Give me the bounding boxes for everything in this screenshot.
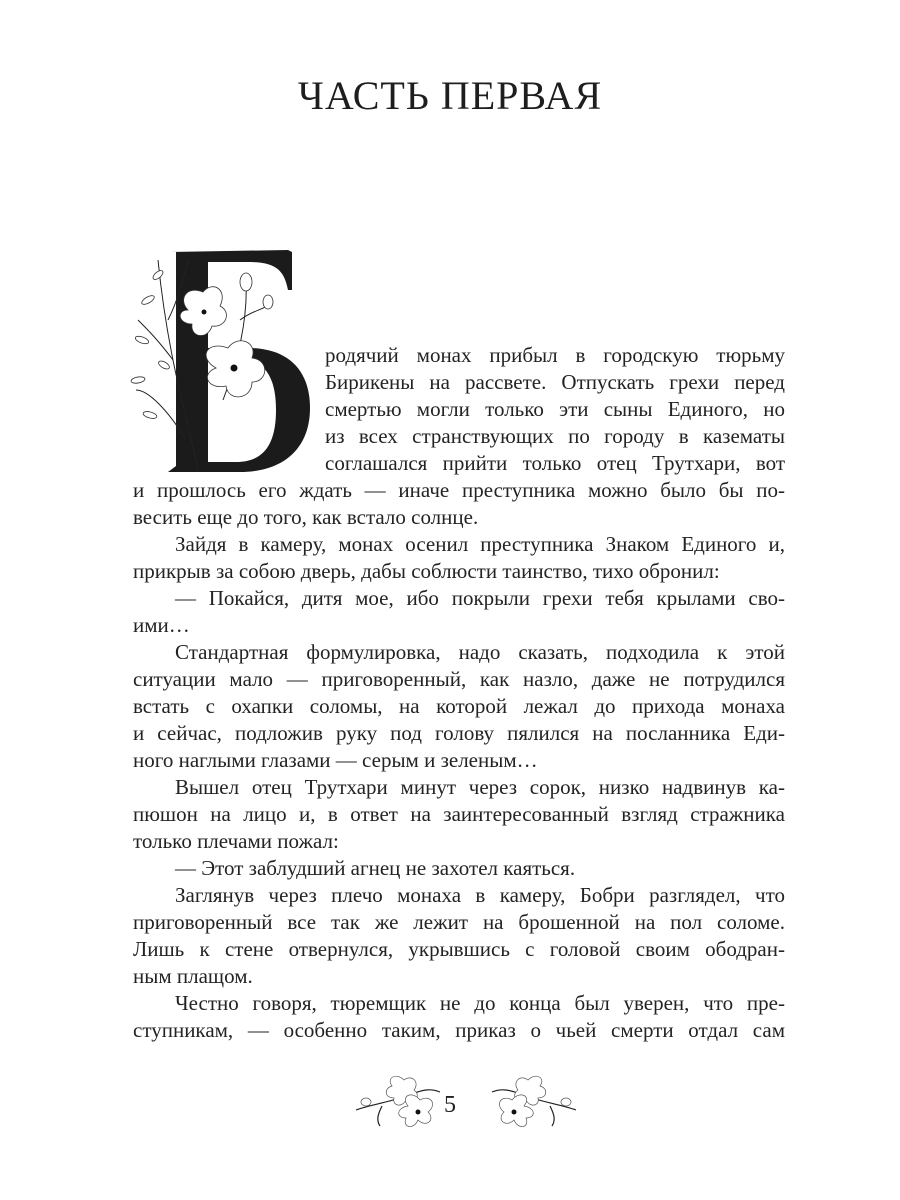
body-line: Бирикены на рассвете. Отпускать грехи перед	[325, 370, 785, 394]
magnolia-ornament-right-icon	[490, 1072, 580, 1134]
body-line: и прошлось его ждать — иначе преступника можно было бы по-	[133, 478, 785, 502]
body-line: приговоренный все так же лежит на брошенной на пол соломе.	[133, 910, 785, 934]
body-line: из всех странствующих по городу в казематы	[325, 424, 785, 448]
body-line: встать с охапки соломы, на которой лежал до прихода монаха	[133, 694, 785, 718]
body-line: Вышел отец Трутхари минут через сорок, низко надвинув ка-	[175, 775, 785, 799]
body-line: родячий монах прибыл в городскую тюрьму	[325, 343, 785, 367]
body-line: ими…	[133, 613, 190, 637]
body-line: Стандартная формулировка, надо сказать, подходила к этой	[175, 640, 785, 664]
body-line: ного наглыми глазами — серым и зеленым…	[133, 748, 538, 772]
body-line: ступникам, — особенно таким, приказ о чьей смерти отдал сам	[133, 1018, 785, 1042]
body-line: — Покайся, дитя мое, ибо покрыли грехи тебя крылами сво-	[175, 586, 785, 610]
page-number: 5	[444, 1092, 456, 1118]
body-line: ситуации мало — приговоренный, как назло, даже не потрудился	[133, 667, 785, 691]
body-line: Лишь к стене отвернулся, укрывшись с головой своим ободран-	[133, 937, 785, 961]
body-line: только плечами пожал:	[133, 829, 339, 853]
body-line: прикрыв за собою дверь, дабы соблюсти таинство, тихо обронил:	[133, 559, 720, 583]
body-line: соглашался прийти только отец Трутхари, вот	[325, 451, 785, 475]
body-line: и сейчас, подложив руку под голову пялился на посланника Еди-	[133, 721, 785, 745]
body-line: ным плащом.	[133, 964, 253, 988]
body-line: Заглянув через плечо монаха в камеру, Бобри разглядел, что	[175, 883, 785, 907]
body-line: Зайдя в камеру, монах осенил преступника Знаком Единого и,	[175, 532, 785, 556]
body-line: пюшон на лицо и, в ответ на заинтересованный взгляд стражника	[133, 802, 785, 826]
drop-cap-floral-b-icon	[128, 240, 318, 480]
body-line: — Этот заблудший агнец не захотел каяться.	[175, 856, 576, 880]
chapter-title: ЧАСТЬ ПЕРВАЯ	[297, 73, 603, 118]
body-line: весить еще до того, как встало солнце.	[133, 505, 479, 529]
body-line: смертью могли только эти сыны Единого, но	[325, 397, 785, 421]
body-line: Честно говоря, тюремщик не до конца был уверен, что пре-	[175, 991, 785, 1015]
